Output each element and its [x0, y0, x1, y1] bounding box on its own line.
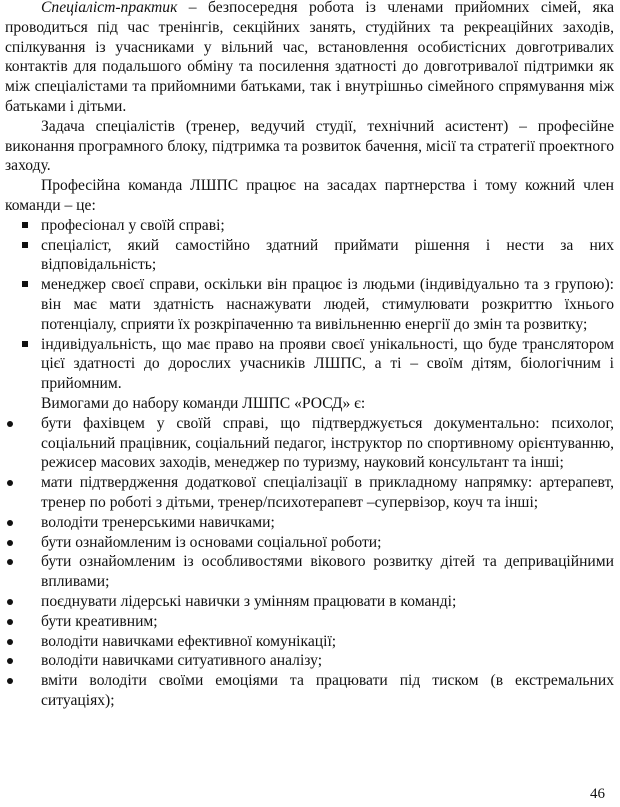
list-item: бути ознайомленим із особливостями вікового розвитку дітей та деприваційними впливами;: [5, 552, 614, 592]
paragraph-requirements-intro: Вимогами до набору команди ЛШПС «РОСД» є:: [41, 394, 366, 412]
list-item: професіонал у своїй справі;: [5, 216, 614, 236]
list-item: володіти навичками ефективної комунікації;: [5, 632, 614, 652]
list-item: мати підтвердження додаткової спеціалізації в прикладному напрямку: артерапевт, тренер по роботі з дітьми, тренер/психотерапевт –супервізор, коуч та інші;: [5, 473, 614, 513]
document-body: [5, 0, 614, 711]
paragraph-practitioner: [5, 0, 614, 117]
paragraph-team-intro: Професійна команда ЛШПС працює на засадах партнерства і тому кожний член команди – це:: [5, 177, 614, 214]
list-item: бути креативним;: [5, 612, 614, 632]
paragraph-practitioner-text: – безпосередня робота із членами прийомних сімей, яка проводиться під час тренінгів, секційних занять, студійних та рекреаційних заходів, спілкування із учасниками у вільний час, встановлення особистісних довготривалих контактів для подальшого обміну та посилення здатності до довготривалої підтримки як між спеціалістами та прийомними батьками, так і внутрішньо сімейного спрямування між батьками і дітьми.: [5, 0, 614, 115]
team-requirements-list: [5, 414, 614, 711]
team-member-qualities-list: [5, 216, 614, 394]
list-item: менеджер своєї справи, оскільки він працює із людьми (індивідуально та з групою): він має мати здатність наснажувати людей, стимулювати розкриттю їхнього потенціалу, сприяти їх розкріпаченню та вивільненню енергії до змін та розвитку;: [5, 275, 614, 334]
paragraph-specialists-task: Задача спеціалістів (тренер, ведучий студії, технічний асистент) – професійне виконання програмного блоку, підтримка та розвиток бачення, місії та стратегії проектного заходу.: [5, 117, 614, 175]
term-practitioner: Спеціаліст-практик: [41, 0, 178, 16]
list-item: вміти володіти своїми емоціями та працювати під тиском (в екстремальних ситуаціях);: [5, 671, 614, 711]
list-item: поєднувати лідерські навички з умінням працювати в команді;: [5, 592, 614, 612]
list-item: володіти тренерськими навичками;: [5, 513, 614, 533]
list-item: бути фахівцем у своїй справі, що підтверджується документально: психолог, соціальний працівник, соціальний педагог, інструктор по спортивному орієнтуванню, режисер масових заходів, менеджер по туризму, науковий консультант та інші;: [5, 414, 614, 473]
list-item: спеціаліст, який самостійно здатний приймати рішення і нести за них відповідальність;: [5, 236, 614, 276]
list-item: володіти навичками ситуативного аналізу;: [5, 651, 614, 671]
list-item: індивідуальність, що має право на прояви своєї унікальності, що буде транслятором цієї здатності до дорослих учасників ЛШПС, а ті – своїм дітям, біологічним і прийомним.: [5, 335, 614, 394]
list-item: бути ознайомленим із основами соціальної роботи;: [5, 533, 614, 553]
page-number: 46: [590, 786, 605, 802]
